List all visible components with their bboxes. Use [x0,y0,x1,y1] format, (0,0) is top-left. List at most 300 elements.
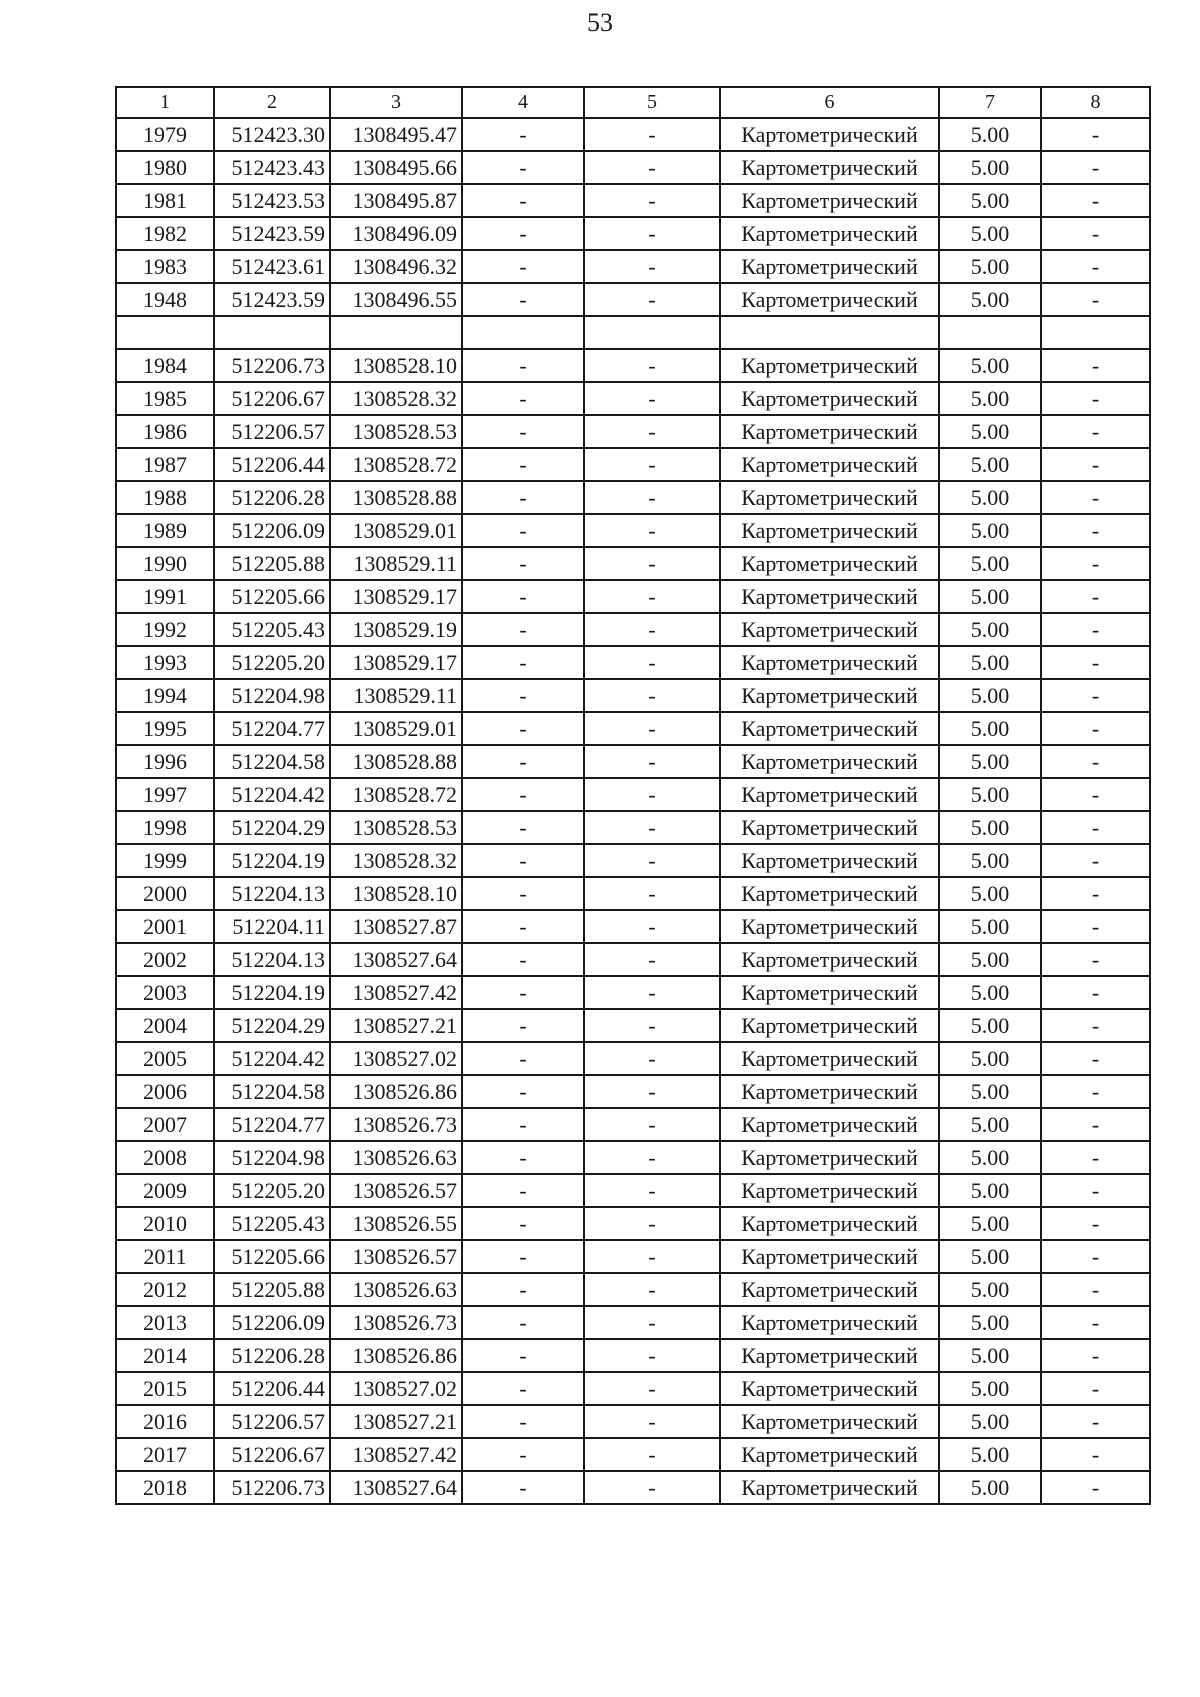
accuracy-cell: 5.00 [939,1405,1041,1438]
method-cell: Картометрический [720,514,939,547]
y-coordinate-cell: 1308528.10 [330,877,462,910]
accuracy-cell: 5.00 [939,1372,1041,1405]
table-row [116,1108,1150,1141]
col5-cell: - [584,547,720,580]
col8-cell: - [1041,283,1150,316]
col5-cell: - [584,679,720,712]
col5-cell: - [584,811,720,844]
y-coordinate-cell: 1308528.72 [330,778,462,811]
col4-cell: - [462,1075,584,1108]
x-coordinate-cell: 512206.57 [214,415,330,448]
col5-cell: - [584,613,720,646]
method-cell: Картометрический [720,1108,939,1141]
x-coordinate-cell: 512206.28 [214,481,330,514]
x-coordinate-cell: 512204.42 [214,778,330,811]
x-coordinate-cell: 512423.59 [214,283,330,316]
col4-cell: - [462,1372,584,1405]
y-coordinate-cell: 1308528.53 [330,811,462,844]
table-row [116,613,1150,646]
y-coordinate-cell: 1308526.63 [330,1273,462,1306]
table-row [116,877,1150,910]
accuracy-cell: 5.00 [939,1207,1041,1240]
col4-cell: - [462,1405,584,1438]
table-row [116,118,1150,151]
col8-cell: - [1041,1372,1150,1405]
x-coordinate-cell: 512205.88 [214,1273,330,1306]
accuracy-cell: 5.00 [939,811,1041,844]
point-number-cell: 1979 [116,118,214,151]
point-number-cell: 1994 [116,679,214,712]
point-number-cell: 1948 [116,283,214,316]
table-row [116,1273,1150,1306]
point-number-cell: 1981 [116,184,214,217]
col8-cell: - [1041,217,1150,250]
accuracy-cell: 5.00 [939,943,1041,976]
col4-cell: - [462,580,584,613]
x-coordinate-cell: 512205.88 [214,547,330,580]
col8-cell: - [1041,1240,1150,1273]
x-coordinate-cell: 512204.42 [214,1042,330,1075]
point-number-cell: 1992 [116,613,214,646]
y-coordinate-cell: 1308528.32 [330,382,462,415]
table-row [116,1174,1150,1207]
y-coordinate-cell: 1308526.55 [330,1207,462,1240]
point-number-cell: 2000 [116,877,214,910]
method-cell: Картометрический [720,547,939,580]
method-cell: Картометрический [720,976,939,1009]
table-row [116,250,1150,283]
col8-cell: - [1041,1174,1150,1207]
accuracy-cell: 5.00 [939,910,1041,943]
y-coordinate-cell: 1308527.42 [330,976,462,1009]
y-coordinate-cell: 1308527.02 [330,1042,462,1075]
col4-cell: - [462,976,584,1009]
col4-cell: - [462,877,584,910]
accuracy-cell: 5.00 [939,1009,1041,1042]
col4-cell: - [462,151,584,184]
table-row [116,811,1150,844]
col4-cell: - [462,514,584,547]
point-number-cell: 1998 [116,811,214,844]
x-coordinate-cell: 512423.59 [214,217,330,250]
point-number-cell: 1984 [116,349,214,382]
col5-cell: - [584,1372,720,1405]
y-coordinate-cell: 1308526.73 [330,1306,462,1339]
col4-cell: - [462,415,584,448]
point-number-cell: 2018 [116,1471,214,1504]
method-cell: Картометрический [720,1042,939,1075]
accuracy-cell: 5.00 [939,349,1041,382]
col5-cell: - [584,943,720,976]
table-row [116,1471,1150,1504]
col8-cell: - [1041,514,1150,547]
point-number-cell: 2011 [116,1240,214,1273]
x-coordinate-cell: 512205.66 [214,1240,330,1273]
method-cell: Картометрический [720,1372,939,1405]
col5-cell: - [584,415,720,448]
col5-cell: - [584,580,720,613]
accuracy-cell: 5.00 [939,514,1041,547]
col8-cell: - [1041,184,1150,217]
table-row [116,580,1150,613]
col5-cell: - [584,1207,720,1240]
method-cell: Картометрический [720,1438,939,1471]
y-coordinate-cell: 1308529.11 [330,547,462,580]
point-number-cell: 1985 [116,382,214,415]
accuracy-cell: 5.00 [939,151,1041,184]
point-number-cell: 2004 [116,1009,214,1042]
accuracy-cell: 5.00 [939,415,1041,448]
method-cell: Картометрический [720,118,939,151]
y-coordinate-cell: 1308527.64 [330,1471,462,1504]
accuracy-cell: 5.00 [939,1273,1041,1306]
method-cell: Картометрический [720,448,939,481]
accuracy-cell: 5.00 [939,1339,1041,1372]
col4-cell: - [462,646,584,679]
col8-cell: - [1041,481,1150,514]
col4-cell: - [462,1174,584,1207]
col5-cell: - [584,250,720,283]
col8-cell: - [1041,1108,1150,1141]
y-coordinate-cell: 1308496.32 [330,250,462,283]
table-row [116,283,1150,316]
col8-cell: - [1041,415,1150,448]
col5-cell: - [584,184,720,217]
x-coordinate-cell: 512423.43 [214,151,330,184]
point-number-cell: 1988 [116,481,214,514]
col4-cell: - [462,1042,584,1075]
col5-cell: - [584,646,720,679]
y-coordinate-cell: 1308528.32 [330,844,462,877]
x-coordinate-cell: 512206.09 [214,1306,330,1339]
col8-cell: - [1041,1405,1150,1438]
accuracy-cell: 5.00 [939,976,1041,1009]
point-number-cell: 1999 [116,844,214,877]
col4-cell: - [462,778,584,811]
col4-cell: - [462,481,584,514]
table-row [116,1075,1150,1108]
x-coordinate-cell: 512206.67 [214,1438,330,1471]
x-coordinate-cell: 512206.57 [214,1405,330,1438]
method-cell: Картометрический [720,712,939,745]
col8-cell: - [1041,1207,1150,1240]
table-row [116,448,1150,481]
col5-cell: - [584,151,720,184]
x-coordinate-cell: 512423.53 [214,184,330,217]
y-coordinate-cell: 1308529.17 [330,646,462,679]
col4-cell: - [462,1306,584,1339]
y-coordinate-cell: 1308495.47 [330,118,462,151]
col5-cell: - [584,118,720,151]
y-coordinate-cell: 1308496.09 [330,217,462,250]
col4-cell [462,316,584,349]
y-coordinate-cell: 1308528.88 [330,745,462,778]
col8-cell: - [1041,1438,1150,1471]
accuracy-cell: 5.00 [939,1438,1041,1471]
accuracy-cell: 5.00 [939,712,1041,745]
col4-cell: - [462,1273,584,1306]
accuracy-cell: 5.00 [939,613,1041,646]
x-coordinate-cell: 512204.13 [214,877,330,910]
col8-cell: - [1041,745,1150,778]
col8-cell: - [1041,382,1150,415]
col5-cell: - [584,1405,720,1438]
table-row [116,1141,1150,1174]
x-coordinate-cell: 512204.77 [214,712,330,745]
table-row [116,646,1150,679]
col5-cell: - [584,514,720,547]
col4-cell: - [462,679,584,712]
accuracy-cell: 5.00 [939,745,1041,778]
table-row [116,844,1150,877]
col8-cell: - [1041,778,1150,811]
method-cell: Картометрический [720,811,939,844]
col4-cell: - [462,1108,584,1141]
col5-cell: - [584,217,720,250]
method-cell: Картометрический [720,745,939,778]
y-coordinate-cell: 1308527.21 [330,1405,462,1438]
col8-cell [1041,316,1150,349]
col8-cell: - [1041,1009,1150,1042]
x-coordinate-cell: 512204.98 [214,1141,330,1174]
table-row [116,547,1150,580]
col4-cell: - [462,613,584,646]
point-number-cell: 2007 [116,1108,214,1141]
y-coordinate-cell: 1308527.21 [330,1009,462,1042]
accuracy-cell: 5.00 [939,547,1041,580]
accuracy-cell: 5.00 [939,448,1041,481]
col4-cell: - [462,844,584,877]
column-header: 4 [462,87,584,118]
point-number-cell: 2006 [116,1075,214,1108]
method-cell: Картометрический [720,877,939,910]
point-number-cell: 1983 [116,250,214,283]
y-coordinate-cell: 1308526.86 [330,1339,462,1372]
point-number-cell: 2002 [116,943,214,976]
accuracy-cell: 5.00 [939,250,1041,283]
col4-cell: - [462,547,584,580]
x-coordinate-cell: 512205.20 [214,646,330,679]
col8-cell: - [1041,1273,1150,1306]
accuracy-cell: 5.00 [939,283,1041,316]
table-row [116,1438,1150,1471]
method-cell: Картометрический [720,151,939,184]
x-coordinate-cell: 512204.58 [214,1075,330,1108]
col5-cell: - [584,1273,720,1306]
accuracy-cell: 5.00 [939,646,1041,679]
col8-cell: - [1041,844,1150,877]
col5-cell: - [584,1174,720,1207]
method-cell: Картометрический [720,943,939,976]
col8-cell: - [1041,976,1150,1009]
col8-cell: - [1041,1042,1150,1075]
col5-cell: - [584,745,720,778]
accuracy-cell: 5.00 [939,1471,1041,1504]
col4-cell: - [462,382,584,415]
table-row [116,1207,1150,1240]
column-header: 3 [330,87,462,118]
accuracy-cell: 5.00 [939,580,1041,613]
col8-cell: - [1041,811,1150,844]
y-coordinate-cell: 1308526.86 [330,1075,462,1108]
y-coordinate-cell: 1308526.63 [330,1141,462,1174]
point-number-cell: 1996 [116,745,214,778]
method-cell: Картометрический [720,1240,939,1273]
col8-cell: - [1041,1141,1150,1174]
col5-cell: - [584,481,720,514]
method-cell: Картометрический [720,778,939,811]
y-coordinate-cell: 1308528.72 [330,448,462,481]
accuracy-cell: 5.00 [939,1174,1041,1207]
accuracy-cell: 5.00 [939,1075,1041,1108]
y-coordinate-cell: 1308529.11 [330,679,462,712]
method-cell: Картометрический [720,217,939,250]
col4-cell: - [462,910,584,943]
method-cell: Картометрический [720,283,939,316]
col5-cell: - [584,1108,720,1141]
table-row [116,976,1150,1009]
x-coordinate-cell: 512206.09 [214,514,330,547]
col5-cell: - [584,1075,720,1108]
accuracy-cell: 5.00 [939,481,1041,514]
point-number-cell: 2014 [116,1339,214,1372]
point-number-cell: 2016 [116,1405,214,1438]
column-header: 5 [584,87,720,118]
col4-cell: - [462,712,584,745]
col4-cell: - [462,1207,584,1240]
table-row [116,679,1150,712]
col4-cell: - [462,349,584,382]
x-coordinate-cell: 512423.30 [214,118,330,151]
table-row [116,778,1150,811]
column-header: 8 [1041,87,1150,118]
point-number-cell: 1989 [116,514,214,547]
point-number-cell: 2013 [116,1306,214,1339]
col5-cell: - [584,877,720,910]
y-coordinate-cell: 1308529.17 [330,580,462,613]
method-cell: Картометрический [720,613,939,646]
col5-cell: - [584,844,720,877]
table-row [116,1306,1150,1339]
table-row [116,316,1150,349]
method-cell: Картометрический [720,1339,939,1372]
method-cell [720,316,939,349]
col4-cell: - [462,1009,584,1042]
col5-cell: - [584,1042,720,1075]
method-cell: Картометрический [720,481,939,514]
accuracy-cell: 5.00 [939,1141,1041,1174]
col5-cell: - [584,448,720,481]
table-row [116,1042,1150,1075]
x-coordinate-cell: 512204.77 [214,1108,330,1141]
y-coordinate-cell: 1308528.88 [330,481,462,514]
method-cell: Картометрический [720,349,939,382]
point-number-cell: 2001 [116,910,214,943]
x-coordinate-cell: 512204.11 [214,910,330,943]
point-number-cell: 1987 [116,448,214,481]
method-cell: Картометрический [720,646,939,679]
col8-cell: - [1041,250,1150,283]
x-coordinate-cell [214,316,330,349]
col4-cell: - [462,811,584,844]
table-row [116,745,1150,778]
col4-cell: - [462,1339,584,1372]
y-coordinate-cell: 1308495.66 [330,151,462,184]
method-cell: Картометрический [720,1009,939,1042]
method-cell: Картометрический [720,1306,939,1339]
x-coordinate-cell: 512206.44 [214,448,330,481]
accuracy-cell: 5.00 [939,1306,1041,1339]
col8-cell: - [1041,877,1150,910]
method-cell: Картометрический [720,1405,939,1438]
method-cell: Картометрический [720,580,939,613]
table-row [116,217,1150,250]
x-coordinate-cell: 512204.98 [214,679,330,712]
table-row [116,415,1150,448]
method-cell: Картометрический [720,415,939,448]
accuracy-cell: 5.00 [939,1240,1041,1273]
col8-cell: - [1041,646,1150,679]
accuracy-cell: 5.00 [939,184,1041,217]
point-number-cell: 2003 [116,976,214,1009]
point-number-cell: 1982 [116,217,214,250]
point-number-cell: 1990 [116,547,214,580]
y-coordinate-cell: 1308527.64 [330,943,462,976]
column-header: 1 [116,87,214,118]
table-row [116,481,1150,514]
table-row [116,184,1150,217]
point-number-cell: 2010 [116,1207,214,1240]
col5-cell: - [584,712,720,745]
x-coordinate-cell: 512205.43 [214,1207,330,1240]
accuracy-cell: 5.00 [939,844,1041,877]
x-coordinate-cell: 512204.29 [214,811,330,844]
col4-cell: - [462,283,584,316]
column-header: 2 [214,87,330,118]
accuracy-cell: 5.00 [939,679,1041,712]
x-coordinate-cell: 512205.66 [214,580,330,613]
x-coordinate-cell: 512204.19 [214,844,330,877]
col5-cell: - [584,976,720,1009]
method-cell: Картометрический [720,1207,939,1240]
point-number-cell: 1991 [116,580,214,613]
table-row [116,1009,1150,1042]
col4-cell: - [462,184,584,217]
col8-cell: - [1041,118,1150,151]
x-coordinate-cell: 512204.19 [214,976,330,1009]
method-cell: Картометрический [720,382,939,415]
accuracy-cell: 5.00 [939,217,1041,250]
point-number-cell: 1993 [116,646,214,679]
table-row [116,151,1150,184]
col8-cell: - [1041,1306,1150,1339]
col5-cell: - [584,283,720,316]
col8-cell: - [1041,580,1150,613]
accuracy-cell [939,316,1041,349]
col8-cell: - [1041,1339,1150,1372]
col5-cell: - [584,1009,720,1042]
col8-cell: - [1041,712,1150,745]
col5-cell: - [584,1240,720,1273]
table-row [116,382,1150,415]
col8-cell: - [1041,349,1150,382]
col4-cell: - [462,1240,584,1273]
table-row [116,1372,1150,1405]
x-coordinate-cell: 512206.28 [214,1339,330,1372]
y-coordinate-cell: 1308495.87 [330,184,462,217]
point-number-cell: 2008 [116,1141,214,1174]
table-row [116,1405,1150,1438]
